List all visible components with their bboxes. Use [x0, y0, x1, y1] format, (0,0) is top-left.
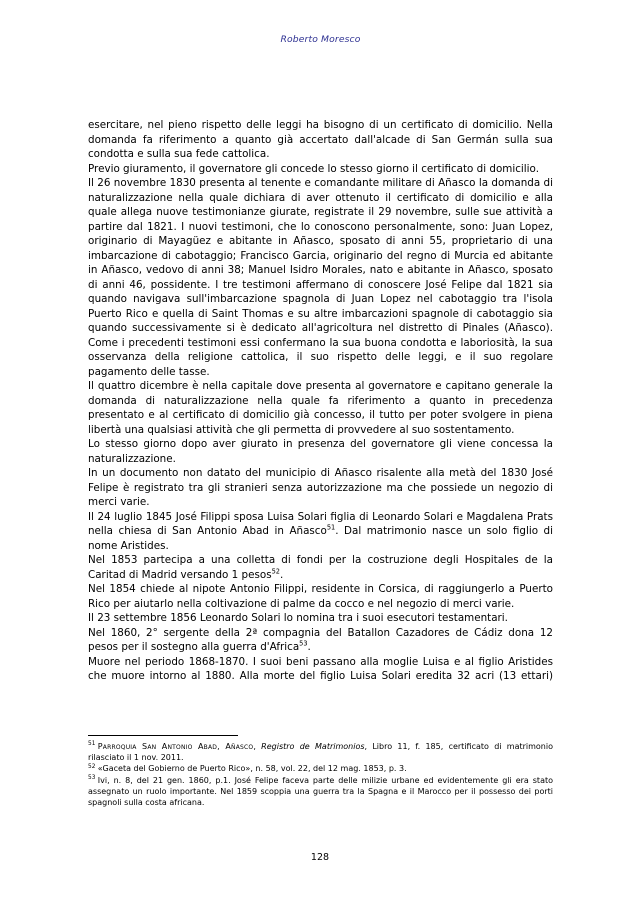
- footnote-number-51: 51: [88, 741, 96, 748]
- paragraph-quattro-dicembre: Il quattro dicembre è nella capitale dove presenta al governatore e capitano generale la domanda di naturalizzazione nella quale fa riferimento a quanto in precedenza presentato e al certificato di domicilio già concesso, il tutto per poter svolgere in piena libertà una qualsiasi attività che gli permetta di provvedere al suo sostentamento.: [88, 380, 553, 436]
- footnote-51-title: Registro de Matrimonios: [261, 742, 365, 751]
- africa-text: Nel 1860, 2° sergente della 2ª compagnia del Batallon Cazadores de Cádiz dona 12 pesos per il sostegno alla guerra d'Africa: [88, 626, 553, 653]
- footnote-separator-rule: [88, 735, 238, 736]
- footnote-marker-51[interactable]: 51: [326, 523, 336, 532]
- footnote-51-rest: , Libro 11, f. 185, certificato di matrimonio rilasciato il 1 nov. 2011.: [88, 742, 553, 763]
- page-number: 128: [310, 852, 330, 863]
- paragraph-esecutori-1856: Il 23 settembre 1856 Leonardo Solari lo nomina tra i suoi esecutori testamentari.: [88, 612, 508, 624]
- marriage-text-after: . Dal matrimonio nasce un solo figlio di nome Aristides.: [88, 525, 553, 552]
- paragraph-documento-non-datato: In un documento non datato del municipio di Añasco risalente alla metà del 1830 José Felipe è registrato tra gli stranieri senza autorizzazione ma che possiede un negozio di merci varie.: [88, 467, 553, 508]
- africa-text-after: .: [307, 641, 311, 653]
- footnote-53: [88, 775, 553, 809]
- footnote-52-text: «Gaceta del Gobierno de Puerto Rico», n. 58, vol. 22, del 12 mag. 1853, p. 3.: [97, 764, 407, 774]
- paragraph-previo-giuramento: Previo giuramento, il governatore gli concede lo stesso giorno il certificato di domicilio.: [88, 162, 539, 175]
- footnote-marker-53[interactable]: 53: [299, 639, 308, 648]
- footnote-53-text: Ivi, n. 8, del 21 gen. 1860, p.1. José Felipe faceva parte delle milizie urbane ed evidentemente gli era stato assegnato un ruolo importante. Nel 1859 scoppia una guerra tra la Spagna e il Marocco per il possesso dei porti spagnoli sulla costa africana.: [88, 775, 553, 808]
- paragraph-nipote-1854: Nel 1854 chiede al nipote Antonio Filippi, residente in Corsica, di raggiungerlo a Puerto Rico per aiutarlo nella coltivazione di palme da cocco e nel negozio di merci varie.: [88, 583, 553, 610]
- running-head: Roberto Moresco: [280, 34, 361, 45]
- footnote-51: [88, 741, 553, 763]
- footnotes-block: [88, 741, 553, 808]
- paragraph-esercitare: esercitare, nel pieno rispetto delle leggi ha bisogno di un certificato di domicilio. Nella domanda fa riferimento a quanto già accertato dall'alcade di San Germán sulla sua condotta e sulla sua fede cattolica.: [88, 119, 553, 160]
- paragraph-muore-1868-1870: Muore nel periodo 1868-1870. I suoi beni passano alla moglie Luisa e al figlio Aristides che muore intorno al 1880. Alla morte del figlio Luisa Solari eredita 32 acri (13 ettari): [88, 655, 553, 682]
- footnote-number-52: 52: [88, 763, 96, 770]
- marriage-text-before: Il 24 luglio 1845 José Filippi sposa Luisa Solari figlia di Leonardo Solari e Magdalena Prats nella chiesa di San Antonio Abad in Añasco: [88, 510, 553, 537]
- footnote-marker-52[interactable]: 52: [271, 567, 280, 576]
- footnote-51-sep: ,: [253, 742, 262, 751]
- footnote-number-53: 53: [88, 774, 96, 781]
- paragraph-colletta-1853: [88, 553, 553, 582]
- paragraph-26-novembre-1830: Il 26 novembre 1830 presenta al tenente e comandante militare di Añasco la domanda di naturalizzazione nella quale dichiara di aver ottenuto il certificato di domicilio e alla quale allega nuove testimonianze giurate, registrate il 29 novembre, sulle sue attività a partire dal 1821. I nuovi testimoni, che lo conoscono personalmente, sono: Juan Lopez, originario di Mayagüez e abitante in Añasco, sposato di anni 55, proprietario di una imbarcazione di cabotaggio; Francisco Garcia, originario del regno di Murcia ed abitante in Añasco, vedovo di anni 38; Manuel Isidro Morales, nato e abitante in Añasco, sposato di anni 46, possidente. I tre testimoni affermano di conoscere José Felipe dal 1821 sia quando navigava sull'imbarcazione spagnola di Juan Lopez nel cabotaggio tra l'isola Puerto Rico e quella di Saint Thomas e su altre imbarcazioni spagnole di cabotaggio sia quando successivamente si è dedicato all'agricoltura nel distretto di Pinales (Añasco). Come i precedenti testimoni essi confermano la sua buona condotta e laboriosità, la sua osservanza della religione cattolica, il suo rispetto delle leggi, e il suo regolare pagamento delle tasse.: [88, 177, 553, 378]
- body-text-block: [88, 118, 553, 698]
- colletta-text-after: .: [279, 568, 284, 581]
- paragraph-matrimonio-1845: [88, 510, 553, 554]
- colletta-text: Nel 1853 partecipa a una colletta di fondi per la costruzione degli Hospitales de la Caritad di Madrid versando 1 pesos: [88, 554, 553, 581]
- footnote-52: [88, 763, 553, 774]
- footnote-51-source: Parroquia San Antonio Abad, Añasco: [97, 742, 254, 751]
- paragraph-sergente-1860: [88, 626, 553, 655]
- paragraph-stesso-giorno: Lo stesso giorno dopo aver giurato in presenza del governatore gli viene concessa la naturalizzazione.: [88, 438, 553, 465]
